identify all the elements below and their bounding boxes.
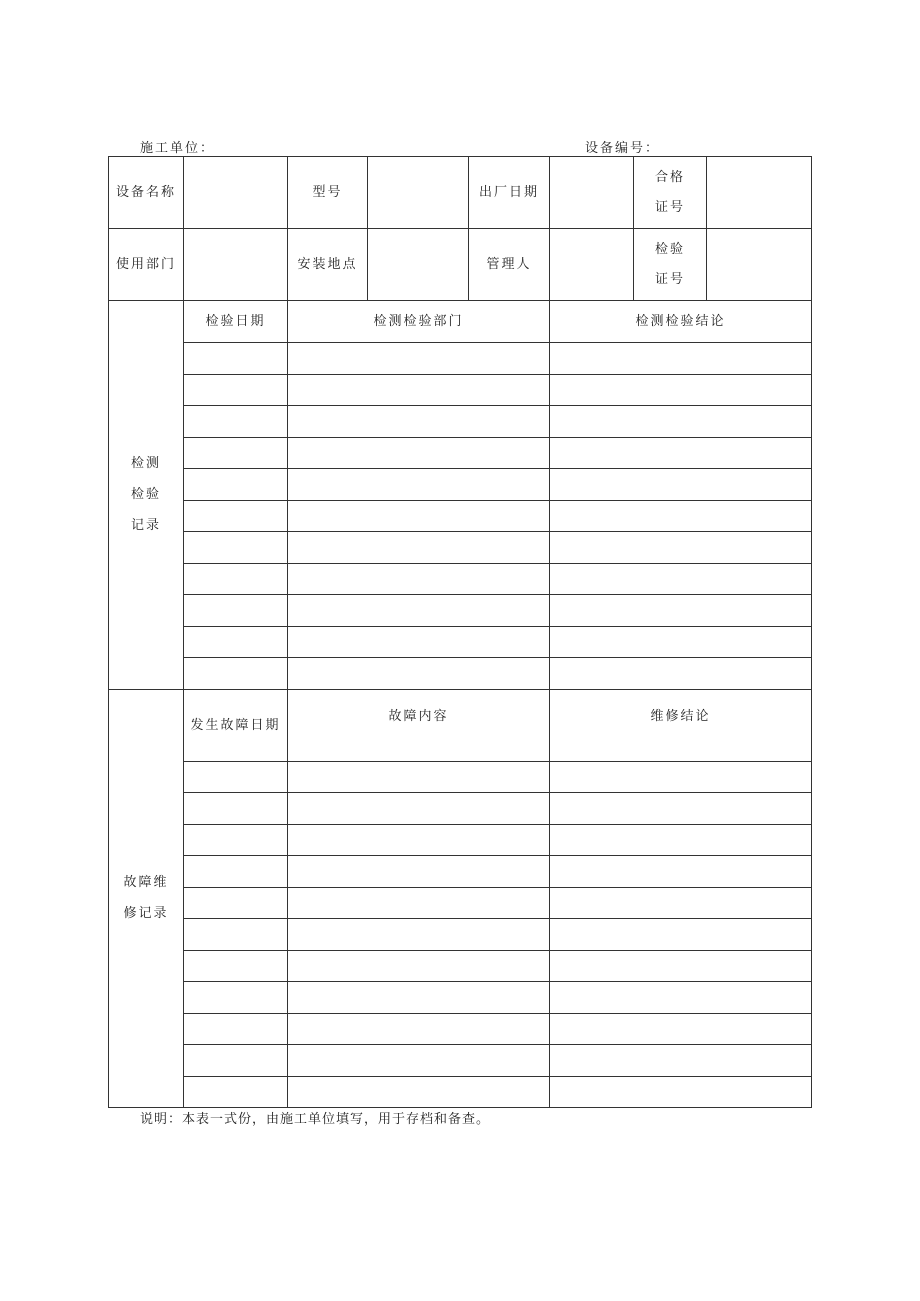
repair-result-cell[interactable] bbox=[550, 887, 812, 919]
certificate-no-label-line2: 证号 bbox=[654, 199, 685, 215]
inspection-date-cell[interactable] bbox=[184, 374, 288, 406]
certificate-no-label bbox=[634, 157, 707, 229]
repair-result-cell[interactable] bbox=[550, 982, 812, 1014]
repair-result-cell[interactable] bbox=[550, 1013, 812, 1045]
repair-date-cell[interactable] bbox=[184, 1013, 288, 1045]
inspection-date-cell[interactable] bbox=[184, 563, 288, 595]
inspection-row bbox=[109, 469, 812, 501]
repair-result-cell[interactable] bbox=[550, 761, 812, 793]
inspection-dept-header: 检测检验部门 bbox=[288, 301, 550, 343]
repair-section-label: 故障维修记录 bbox=[109, 689, 184, 1108]
repair-content-cell[interactable] bbox=[288, 1013, 550, 1045]
repair-date-cell[interactable] bbox=[184, 982, 288, 1014]
fault-content-header: 故障内容 bbox=[288, 689, 550, 761]
inspection-result-header: 检测检验结论 bbox=[550, 301, 812, 343]
inspection-cert-label-line1: 检验 bbox=[654, 241, 685, 257]
inspection-date-cell[interactable] bbox=[184, 595, 288, 627]
inspection-result-cell[interactable] bbox=[550, 658, 812, 690]
repair-result-cell[interactable] bbox=[550, 793, 812, 825]
certificate-no-field[interactable] bbox=[707, 157, 812, 229]
repair-date-cell[interactable] bbox=[184, 824, 288, 856]
repair-date-cell[interactable] bbox=[184, 919, 288, 951]
repair-content-cell[interactable] bbox=[288, 856, 550, 888]
inspection-content-cell[interactable] bbox=[288, 595, 550, 627]
inspection-result-cell[interactable] bbox=[550, 437, 812, 469]
inspection-content-cell[interactable] bbox=[288, 343, 550, 375]
inspection-result-cell[interactable] bbox=[550, 500, 812, 532]
inspection-cert-label bbox=[634, 229, 707, 301]
using-department-label: 使用部门 bbox=[109, 229, 184, 301]
inspection-content-cell[interactable] bbox=[288, 626, 550, 658]
repair-date-cell[interactable] bbox=[184, 761, 288, 793]
repair-result-cell[interactable] bbox=[550, 824, 812, 856]
info-row-2 bbox=[109, 229, 812, 301]
model-field[interactable] bbox=[368, 157, 469, 229]
inspection-date-cell[interactable] bbox=[184, 469, 288, 501]
inspection-date-cell[interactable] bbox=[184, 437, 288, 469]
inspection-content-cell[interactable] bbox=[288, 406, 550, 438]
inspection-content-cell[interactable] bbox=[288, 563, 550, 595]
info-row-1 bbox=[109, 157, 812, 229]
repair-date-cell[interactable] bbox=[184, 1045, 288, 1077]
inspection-date-cell[interactable] bbox=[184, 500, 288, 532]
repair-row bbox=[109, 982, 812, 1014]
inspection-cert-field[interactable] bbox=[707, 229, 812, 301]
repair-date-cell[interactable] bbox=[184, 856, 288, 888]
inspection-result-cell[interactable] bbox=[550, 469, 812, 501]
inspection-date-header: 检验日期 bbox=[184, 301, 288, 343]
repair-date-cell[interactable] bbox=[184, 887, 288, 919]
inspection-content-cell[interactable] bbox=[288, 469, 550, 501]
inspection-row bbox=[109, 437, 812, 469]
using-department-field[interactable] bbox=[184, 229, 288, 301]
repair-content-cell[interactable] bbox=[288, 793, 550, 825]
inspection-result-cell[interactable] bbox=[550, 532, 812, 564]
inspection-result-cell[interactable] bbox=[550, 374, 812, 406]
repair-row bbox=[109, 950, 812, 982]
inspection-date-cell[interactable] bbox=[184, 406, 288, 438]
repair-result-cell[interactable] bbox=[550, 950, 812, 982]
repair-result-header: 维修结论 bbox=[550, 689, 812, 761]
install-location-label: 安装地点 bbox=[288, 229, 368, 301]
repair-result-cell[interactable] bbox=[550, 856, 812, 888]
inspection-result-cell[interactable] bbox=[550, 343, 812, 375]
repair-content-cell[interactable] bbox=[288, 982, 550, 1014]
factory-date-field[interactable] bbox=[550, 157, 634, 229]
repair-result-cell[interactable] bbox=[550, 1045, 812, 1077]
repair-date-cell[interactable] bbox=[184, 950, 288, 982]
fault-date-header: 发生故障日期 bbox=[184, 689, 288, 761]
inspection-row bbox=[109, 626, 812, 658]
inspection-content-cell[interactable] bbox=[288, 374, 550, 406]
inspection-section-label: 检测检验记录 bbox=[109, 301, 184, 690]
repair-content-cell[interactable] bbox=[288, 1045, 550, 1077]
manager-label: 管理人 bbox=[469, 229, 550, 301]
repair-result-cell[interactable] bbox=[550, 1076, 812, 1108]
inspection-row bbox=[109, 374, 812, 406]
model-label: 型号 bbox=[288, 157, 368, 229]
repair-row bbox=[109, 761, 812, 793]
inspection-row bbox=[109, 595, 812, 627]
repair-row bbox=[109, 824, 812, 856]
repair-content-cell[interactable] bbox=[288, 1076, 550, 1108]
device-name-field[interactable] bbox=[184, 157, 288, 229]
repair-content-cell[interactable] bbox=[288, 824, 550, 856]
repair-row bbox=[109, 1013, 812, 1045]
repair-date-cell[interactable] bbox=[184, 793, 288, 825]
certificate-no-label-line1: 合格 bbox=[654, 169, 685, 185]
install-location-field[interactable] bbox=[368, 229, 469, 301]
repair-row bbox=[109, 856, 812, 888]
footer-note: 说明：本表一式份，由施工单位填写，用于存档和备查。 bbox=[140, 1112, 491, 1127]
inspection-result-cell[interactable] bbox=[550, 626, 812, 658]
repair-row bbox=[109, 1076, 812, 1108]
manager-field[interactable] bbox=[550, 229, 634, 301]
inspection-content-cell[interactable] bbox=[288, 500, 550, 532]
inspection-row bbox=[109, 563, 812, 595]
repair-content-cell[interactable] bbox=[288, 761, 550, 793]
inspection-result-cell[interactable] bbox=[550, 563, 812, 595]
construction-unit-label: 施工单位： bbox=[140, 141, 216, 156]
repair-date-cell[interactable] bbox=[184, 1076, 288, 1108]
repair-result-cell[interactable] bbox=[550, 919, 812, 951]
repair-header-row bbox=[109, 689, 812, 761]
repair-row bbox=[109, 1045, 812, 1077]
inspection-cert-label-line2: 证号 bbox=[654, 271, 685, 287]
inspection-row bbox=[109, 406, 812, 438]
inspection-result-cell[interactable] bbox=[550, 595, 812, 627]
device-name-label: 设备名称 bbox=[109, 157, 184, 229]
device-number-label: 设备编号： bbox=[585, 141, 661, 156]
inspection-content-cell[interactable] bbox=[288, 658, 550, 690]
inspection-date-cell[interactable] bbox=[184, 532, 288, 564]
inspection-content-cell[interactable] bbox=[288, 532, 550, 564]
repair-content-cell[interactable] bbox=[288, 887, 550, 919]
inspection-row bbox=[109, 532, 812, 564]
repair-row bbox=[109, 887, 812, 919]
repair-row bbox=[109, 919, 812, 951]
inspection-date-cell[interactable] bbox=[184, 658, 288, 690]
inspection-date-cell[interactable] bbox=[184, 343, 288, 375]
repair-content-cell[interactable] bbox=[288, 950, 550, 982]
inspection-result-cell[interactable] bbox=[550, 406, 812, 438]
inspection-header-row bbox=[109, 301, 812, 343]
inspection-content-cell[interactable] bbox=[288, 437, 550, 469]
inspection-row bbox=[109, 343, 812, 375]
repair-row bbox=[109, 793, 812, 825]
equipment-record-table bbox=[108, 156, 812, 1108]
factory-date-label: 出厂日期 bbox=[469, 157, 550, 229]
inspection-row bbox=[109, 500, 812, 532]
inspection-row bbox=[109, 658, 812, 690]
repair-content-cell[interactable] bbox=[288, 919, 550, 951]
inspection-date-cell[interactable] bbox=[184, 626, 288, 658]
